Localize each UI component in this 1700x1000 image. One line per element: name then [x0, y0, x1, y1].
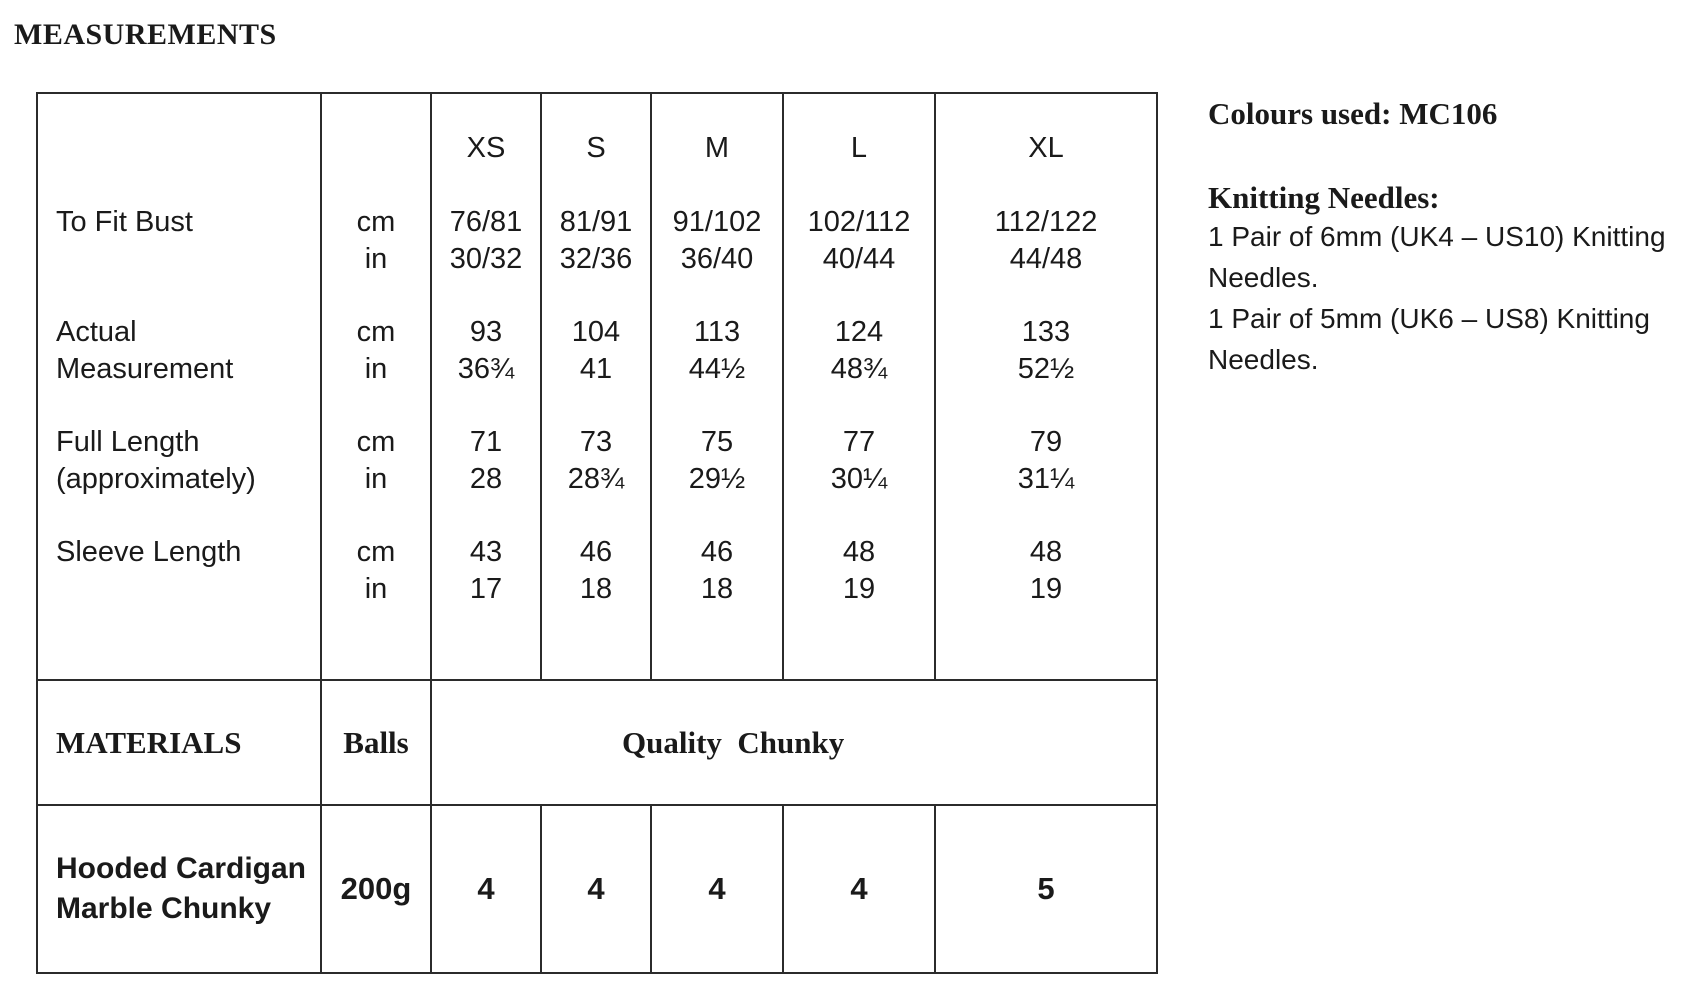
measurement-value: 133 [1021, 316, 1071, 348]
size-column-s [541, 93, 651, 680]
size-column-l [783, 93, 935, 680]
balls-label: Balls [321, 680, 431, 805]
unit-label: in [364, 573, 388, 605]
measurement-value: 17 [469, 573, 503, 605]
measurement-value: 30¼ [830, 463, 888, 495]
measurement-value: 28 [469, 463, 503, 495]
measurement-value: 19 [1029, 573, 1063, 605]
measurement-value: 112/122 [994, 206, 1098, 238]
size-header: XL [1028, 132, 1064, 164]
measurement-labels-cell [37, 93, 321, 680]
measurement-value: 46 [700, 536, 734, 568]
measurement-label: Sleeve Length [56, 536, 242, 568]
measurement-value: 31¼ [1017, 463, 1075, 495]
measurement-value: 36/40 [680, 243, 754, 275]
unit-label: cm [356, 536, 396, 568]
ball-count-xs: 4 [431, 805, 541, 973]
measurement-value: 91/102 [672, 206, 762, 238]
ball-count-s: 4 [541, 805, 651, 973]
measurement-value: 18 [700, 573, 734, 605]
measurement-value: 36¾ [457, 353, 515, 385]
yarn-name [37, 805, 321, 973]
size-column-xl [935, 93, 1157, 680]
measurement-value: 71 [469, 426, 503, 458]
measurement-value: 48¾ [830, 353, 888, 385]
measurement-value: 124 [834, 316, 884, 348]
needles-line: 1 Pair of 5mm (UK6 – US8) Knitting [1208, 303, 1650, 334]
size-header: S [586, 132, 606, 164]
unit-label: in [364, 243, 388, 275]
measurement-value: 77 [842, 426, 876, 458]
measurement-value: 104 [571, 316, 621, 348]
measurement-value: 44½ [688, 353, 746, 385]
measurement-value: 113 [693, 316, 741, 348]
measurement-value: 40/44 [822, 243, 896, 275]
needles-line: Needles. [1208, 262, 1319, 293]
size-column-m [651, 93, 783, 680]
colours-used: Colours used: MC106 [1208, 96, 1498, 131]
measurement-value: 48 [842, 536, 876, 568]
quality-label: Quality Chunky [431, 680, 1157, 805]
yarn-weight: 200g [321, 805, 431, 973]
unit-label: in [364, 463, 388, 495]
measurement-value: 75 [700, 426, 734, 458]
materials-label: MATERIALS [37, 680, 321, 805]
measurements-table [36, 92, 1156, 974]
ball-count-m: 4 [651, 805, 783, 973]
measurement-label: (approximately) [56, 463, 256, 495]
measurement-value: 93 [469, 316, 503, 348]
measurement-value: 29½ [688, 463, 746, 495]
measurement-label: Actual [56, 316, 137, 348]
measurement-label: Measurement [56, 353, 234, 385]
measurement-value: 44/48 [1009, 243, 1083, 275]
measurement-value: 43 [469, 536, 503, 568]
measurement-value: 19 [842, 573, 876, 605]
knitting-needles-title: Knitting Needles: [1208, 180, 1440, 215]
measurement-value: 48 [1029, 536, 1063, 568]
measurement-value: 46 [579, 536, 613, 568]
measurement-value: 28¾ [567, 463, 625, 495]
size-column-xs [431, 93, 541, 680]
measurement-value: 30/32 [449, 243, 523, 275]
size-header: M [704, 132, 730, 164]
measurement-value: 52½ [1017, 353, 1075, 385]
measurement-value: 73 [579, 426, 613, 458]
side-info [1208, 96, 1688, 380]
size-header: L [850, 132, 868, 164]
unit-label: cm [356, 426, 396, 458]
measurement-value: 81/91 [559, 206, 633, 238]
unit-label: cm [356, 206, 396, 238]
measurement-value: 102/112 [807, 206, 911, 238]
needles-line: Needles. [1208, 344, 1319, 375]
page-heading: MEASUREMENTS [14, 18, 277, 51]
unit-label: cm [356, 316, 396, 348]
unit-label: in [364, 353, 388, 385]
measurement-value: 18 [579, 573, 613, 605]
yarn-name-line: Hooded Cardigan [56, 851, 307, 885]
measurement-label: To Fit Bust [56, 206, 193, 238]
yarn-name-line: Marble Chunky [56, 891, 272, 925]
measurement-label: Full Length [56, 426, 200, 458]
ball-count-l: 4 [783, 805, 935, 973]
measurement-value: 32/36 [559, 243, 633, 275]
needles-line: 1 Pair of 6mm (UK4 – US10) Knitting [1208, 221, 1666, 252]
measurement-value: 79 [1029, 426, 1063, 458]
measurement-value: 41 [579, 353, 613, 385]
measurement-units-cell [321, 93, 431, 680]
size-header: XS [466, 132, 506, 164]
ball-count-xl: 5 [935, 805, 1157, 973]
measurement-value: 76/81 [449, 206, 523, 238]
